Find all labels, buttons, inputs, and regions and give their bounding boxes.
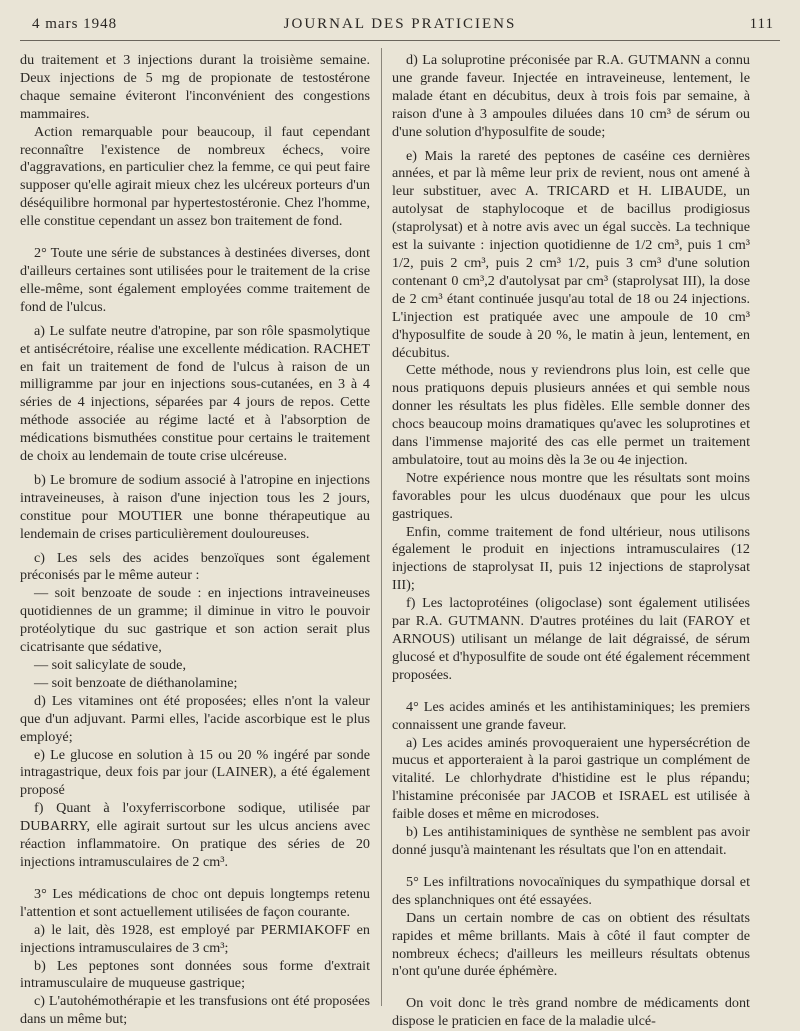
paragraph: c) Les sels des acides benzoïques sont également préconisés par le même auteur : xyxy=(20,549,370,584)
paragraph: c) L'autohémothérapie et les transfusions ont été proposées dans un même but; xyxy=(20,993,370,1028)
paragraph: b) Les antihistaminiques de synthèse ne semblent pas avoir donné jusqu'à maintenant les résultats que l'on en attendait. xyxy=(392,824,750,858)
right-column xyxy=(392,52,750,1031)
paragraph: d) La soluprotine préconisée par R.A. GUTMANN a connu une grande faveur. Injectée en intraveineuse, lentement, le malade étant en décubitus, deux à trois fois par semaine, à raison d'une à 3 ampoules diluées dans 10 cm³ de sérum ou d'une solution d'hyposulfite de soude; xyxy=(392,52,750,140)
paragraph: b) Les peptones sont données sous forme d'extrait intramusculaire de muqueuse gastrique; xyxy=(20,957,370,992)
section-heading-3: 3° Les médications de choc ont depuis longtemps retenu l'attention et sont actuellement utilisées de façon courante. xyxy=(20,885,370,920)
list-item: — soit salicylate de soude, xyxy=(34,657,186,673)
paragraph: Action remarquable pour beaucoup, il faut cependant reconnaître l'existence de nombreux échecs, voire d'aggravations, en particulier chez la femme, ce qui peut faire supposer qu'elle agirait mieux chez les ulcéreux porteurs d'un déséquilibre hormonal par hypertestostéronie. Chez l'homme, elle constitue cependant un assez bon traitement de fond. xyxy=(20,123,370,230)
paragraph: Notre expérience nous montre que les résultats sont moins favorables pour les ulcus duodénaux que pour les ulcus gastriques. xyxy=(392,469,750,522)
paragraph: a) Les acides aminés provoqueraient une hypersécrétion de mucus et apporteraient à la paroi gastrique un complément de vitalité. Le chlorhydrate d'histidine est le plus répandu; l'histamine préconisée par JACOB et ISRAEL est utilisée à faible doses et même en microdoses. xyxy=(392,734,750,823)
header-date: 4 mars 1948 xyxy=(32,16,118,32)
paragraph: On voit donc le très grand nombre de médicaments dont dispose le praticien en face de la maladie ulcé- xyxy=(392,995,750,1030)
section-heading-5: 5° Les infiltrations novocaïniques du sympathique dorsal et des splanchniques ont été essayées. xyxy=(392,873,750,908)
paragraph: a) le lait, dès 1928, est employé par PERMIAKOFF en injections intramusculaires de 3 cm³; xyxy=(20,921,370,956)
paragraph: e) Mais la rareté des peptones de caséine ces dernières années, et par là même leur prix de revient, nous ont amené à leur substituer, avec A. TRICARD et H. LIBAUDE, un autolysat de staphylocoque et de bacillus prodigiosus (staprolysat) et à notre avis avec un égal succès. La technique est la suivante : injection quotidienne de 1/2 cm³, puis 1 cm³ 1/2, puis 2 cm³, puis 2 cm³ 1/2, puis 3 cm³ d'une solution contenant 0 cm³,2 d'autolysat par cm³ (staprolysat III), la dose de 2 cm³ étant continuée jusqu'au total de 18 ou 24 injections. L'injection est pratiquée avec une ampoule de 10 cm³ d'hyposulfite de soude à 20 %, le matin à jeun, lentement, en décubitus. xyxy=(392,147,750,361)
section-heading-4: 4° Les acides aminés et les antihistaminiques; les premiers connaissent une grande faveur. xyxy=(392,698,750,733)
paragraph: Cette méthode, nous y reviendrons plus loin, est celle que nous pratiquons depuis plusieurs années et qui semble nous donner les résultats les plus fidèles. Elle semble donner des chocs beaucoup moins dramatiques qu'avec les soluprotines et dans l'immense majorité des cas elle permet un traitement ambulatoire, tout au moins dès la 3e ou 4e injection. xyxy=(392,362,750,468)
paragraph: Enfin, comme traitement de fond ultérieur, nous utilisons également le produit en injections intramusculaires (12 injections de staprolysat II, puis 12 injections de staprolysat III); xyxy=(392,523,750,594)
paragraph: f) Quant à l'oxyferriscorbone sodique, utilisée par DUBARRY, elle agirait surtout sur les ulcus anciens avec réaction inflammatoire. On pratique des séries de 20 injections intramusculaires de 2 cm³. xyxy=(20,800,370,870)
page-number: 111 xyxy=(749,16,774,32)
paragraph: f) Les lactoprotéines (oligoclase) sont également utilisées par R.A. GUTMANN. D'autres protéines du lait (FAROY et ARNOUS) utilisant un mélange de lait dégraissé, de sérum glucosé et d'hyposulfite de soude ont été également récemment proposées. xyxy=(392,595,750,683)
column-rule xyxy=(381,48,382,1006)
paragraph: b) Le bromure de sodium associé à l'atropine en injections intraveineuses, à raison d'une injection tous les 2 jours, constitue pour MOUTIER une bonne thérapeutique au lendemain de crises particulièrement douloureuses. xyxy=(20,471,370,542)
journal-title: JOURNAL DES PRATICIENS xyxy=(283,16,517,32)
running-header xyxy=(20,12,780,41)
paragraph: Dans un certain nombre de cas on obtient des résultats rapides et même brillants. Mais à côté il faut compter de nombreux échecs; d'ailleurs les meilleurs résultats obtenus n'ont qu'une durée éphémère. xyxy=(392,909,750,980)
left-column xyxy=(20,52,370,1029)
section-heading-2: 2° Toute une série de substances à destinées diverses, dont d'ailleurs certaines sont utilisées pour le traitement de la crise elle-même, sont également employées comme traitement de fond de l'ulcus. xyxy=(20,245,370,315)
list-item: — soit benzoate de diéthanolamine; xyxy=(34,674,238,691)
list-item: — soit benzoate de soude : en injections intraveineuses quotidiennes de un gramme; il diminue in vitro le pouvoir protéolytique du suc gastrique et son action serait plus cicatrisante que sédative, xyxy=(20,585,370,656)
paragraph: e) Le glucose en solution à 15 ou 20 % ingéré par sonde intragastrique, deux fois par jour (LAINER), a été également proposé xyxy=(20,746,370,799)
paragraph: d) Les vitamines ont été proposées; elles n'ont la valeur que d'un adjuvant. Parmi elles, l'acide ascorbique est le plus employé; xyxy=(20,692,370,745)
paragraph: a) Le sulfate neutre d'atropine, par son rôle spasmolytique et antisécrétoire, réalise une excellente médication. RACHET en fait un traitement de fond de l'ulcus à raison de un milligramme par jour en injections sous-cutanées, en 3 à 4 séries de 4 injections, séparées par 4 jours de repos. Cette méthode associée au régime lacté et à l'absorption de médications bismuthées constitue pour certains le traitement de choix au lendemain de toute crise ulcéreuse. xyxy=(20,322,370,465)
paragraph: du traitement et 3 injections durant la troisième semaine. Deux injections de 5 mg de propionate de testostérone chaque semaine éviteront l'inconvénient des congestions mammaires. xyxy=(20,52,370,122)
